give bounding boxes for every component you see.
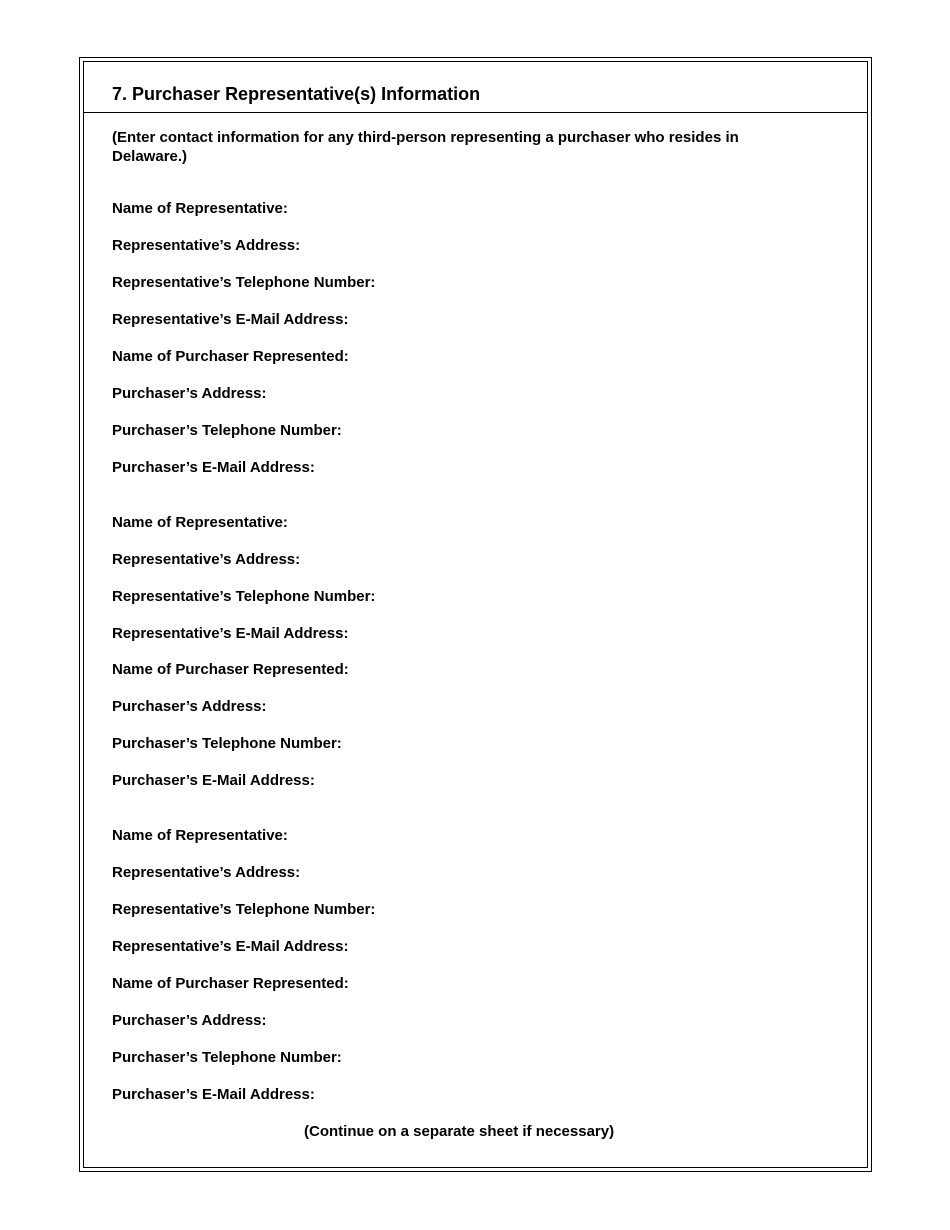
purchaser-3-address-label: Purchaser’s Address: <box>112 1012 267 1029</box>
instructions-text: (Enter contact information for any third-person representing a purchaser who resides in Delaware.) <box>112 129 739 165</box>
purchaser-3-email-label: Purchaser’s E-Mail Address: <box>112 1086 315 1103</box>
representative-2-email-label: Representative’s E-Mail Address: <box>112 625 349 642</box>
representative-1-email-label: Representative’s E-Mail Address: <box>112 311 349 328</box>
representative-3-telephone-label: Representative’s Telephone Number: <box>112 901 376 918</box>
purchaser-1-name-label: Name of Purchaser Represented: <box>112 348 349 365</box>
title-divider <box>84 112 867 113</box>
representative-1-telephone-label: Representative’s Telephone Number: <box>112 274 376 291</box>
representative-3-email-label: Representative’s E-Mail Address: <box>112 938 349 955</box>
representative-1-name-label: Name of Representative: <box>112 200 288 217</box>
purchaser-3-name-label: Name of Purchaser Represented: <box>112 975 349 992</box>
continuation-note: (Continue on a separate sheet if necessary) <box>304 1123 615 1140</box>
purchaser-1-email-label: Purchaser’s E-Mail Address: <box>112 459 315 476</box>
representative-3-address-label: Representative’s Address: <box>112 864 301 881</box>
representative-2-telephone-label: Representative’s Telephone Number: <box>112 588 376 605</box>
representative-3-name-label: Name of Representative: <box>112 827 288 844</box>
purchaser-2-email-label: Purchaser’s E-Mail Address: <box>112 772 315 789</box>
purchaser-3-telephone-label: Purchaser’s Telephone Number: <box>112 1049 342 1066</box>
representative-1-address-label: Representative’s Address: <box>112 237 301 254</box>
representative-2-name-label: Name of Representative: <box>112 514 288 531</box>
section-title: 7. Purchaser Representative(s) Information <box>112 84 481 104</box>
purchaser-2-address-label: Purchaser’s Address: <box>112 698 267 715</box>
purchaser-1-telephone-label: Purchaser’s Telephone Number: <box>112 422 342 439</box>
representative-2-address-label: Representative’s Address: <box>112 551 301 568</box>
purchaser-2-telephone-label: Purchaser’s Telephone Number: <box>112 735 342 752</box>
form-border-inner <box>83 61 868 1168</box>
purchaser-2-name-label: Name of Purchaser Represented: <box>112 661 349 678</box>
purchaser-1-address-label: Purchaser’s Address: <box>112 385 267 402</box>
